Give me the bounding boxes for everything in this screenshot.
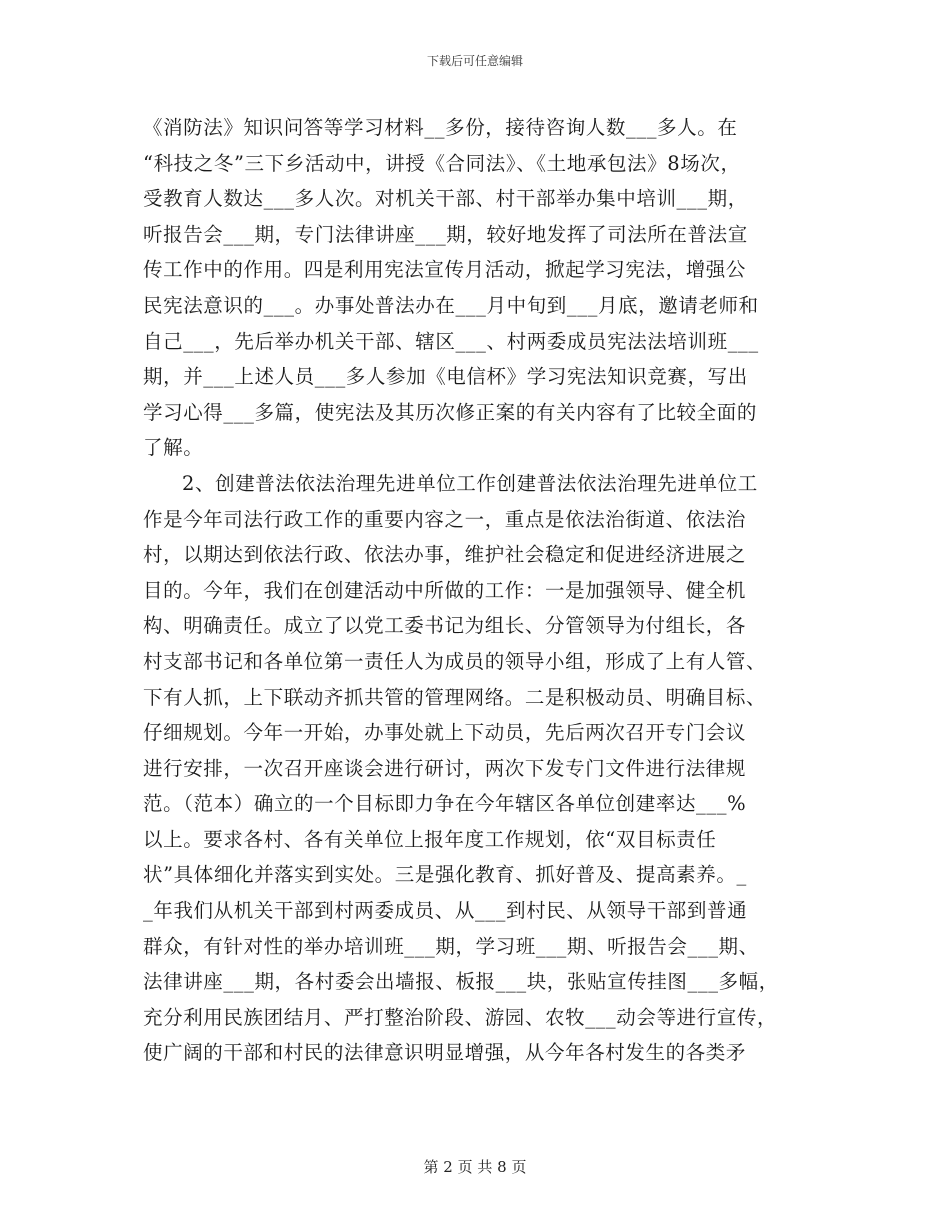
body-line-22: 状”具体细化并落实到实处。三是强化教育、抓好普及、提高素养。_ — [143, 863, 747, 887]
body-line-7: 自己___，先后举办机关干部、辖区___、村两委成员宪法法培训班___ — [143, 329, 759, 353]
body-line-27: 使广阔的干部和村民的法律意识明显增强，从今年各村发生的各类矛 — [143, 1041, 747, 1065]
body-line-14: 目的。今年，我们在创建活动中所做的工作：一是加强领导、健全机 — [143, 578, 747, 602]
body-line-6: 民宪法意识的___。办事处普法办在___月中旬到___月底，邀请老师和 — [143, 293, 759, 317]
body-line-5: 传工作中的作用。四是利用宪法宣传月活动，掀起学习宪法，增强公 — [143, 258, 747, 282]
body-line-15: 构、明确责任。成立了以党工委书记为组长、分管领导为付组长，各 — [143, 614, 747, 638]
page-header: 下载后可任意编辑 — [426, 54, 523, 68]
body-line-13: 村，以期达到依法行政、依法办事，维护社会稳定和促进经济进展之 — [143, 543, 747, 567]
body-line-9: 学习心得___多篇，使宪法及其历次修正案的有关内容有了比较全面的 — [143, 400, 757, 424]
body-line-21: 以上。要求各村、各有关单位上报年度工作规划，依“双目标责任 — [143, 827, 717, 851]
body-line-18: 仔细规划。今年一开始，办事处就上下动员，先后两次召开专门会议 — [143, 721, 747, 745]
body-line-2: “科技之冬”三下乡活动中，讲授《合同法》、《土地承包法》8场次， — [143, 151, 741, 175]
body-line-16: 村支部书记和各单位第一责任人为成员的领导小组，形成了上有人管、 — [143, 649, 767, 673]
body-line-24: 群众，有针对性的举办培训班___期，学习班___期、听报告会___期、 — [143, 934, 759, 958]
body-line-4: 听报告会___期，专门法律讲座___期，较好地发挥了司法所在普法宣 — [143, 222, 748, 246]
body-line-19: 进行安排，一次召开座谈会进行研讨，两次下发专门文件进行法律规 — [143, 756, 747, 780]
body-line-25: 法律讲座___期，各村委会出墙报、板报___块，张贴宣传挂图___多幅， — [143, 970, 779, 994]
paragraph-2-start: 2、创建普法依法治理先进单位工作创建普法依法治理先进单位工 — [182, 471, 758, 495]
body-line-1: 《消防法》知识问答等学习材料__多份，接待咨询人数___多人。在 — [143, 116, 738, 139]
document-body — [143, 110, 813, 1071]
body-line-26: 充分利用民族团结月、严打整治阶段、游园、农牧___动会等进行宣传， — [143, 1005, 778, 1029]
body-line-8: 期，并___上述人员___多人参加《电信杯》学习宪法知识竞赛，写出 — [143, 365, 748, 389]
body-line-3: 受教育人数达___多人次。对机关干部、村干部举办集中培训___期， — [143, 187, 748, 211]
body-line-10: 了解。 — [143, 436, 204, 460]
body-line-20: 范。（范本）确立的一个目标即力争在今年辖区各单位创建率达___% — [143, 792, 747, 816]
body-line-12: 作是今年司法行政工作的重要内容之一，重点是依法治街道、依法治 — [143, 507, 747, 531]
page-footer: 第 2 页 共 8 页 — [423, 1158, 527, 1176]
body-line-23: _年我们从机关干部到村两委成员、从___到村民、从领导干部到普通 — [143, 899, 748, 923]
body-line-17: 下有人抓，上下联动齐抓共管的管理网络。二是积极动员、明确目标、 — [143, 685, 767, 709]
